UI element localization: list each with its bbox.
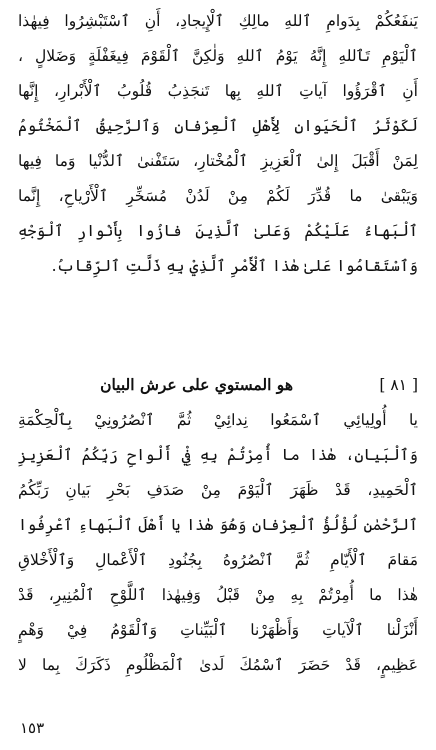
text-line: ٱلْبَهاءُ عَلَيْكُمْ وَعَلىٰ ٱلَّذِينَ فازُوا بِأَنْوارِ ٱلْوَجْهِ (18, 222, 418, 240)
page-number: ١٥٣ (20, 719, 45, 737)
text-line: عَظِيمٍ، قَدْ حَضَرَ ٱسْمُكَ لَدىٰ ٱلْمَظْلُومِ ذَكَرَكَ بِما لا (18, 656, 418, 674)
text-line: يا أُولِيائِي ٱسْمَعُوا نِدائِيْ ثُمَّ ٱنْصُرُونِيْ بِٱلْحِكْمَةِ (18, 411, 418, 429)
text-line: هٰذا ما أُمِرْتُمْ بِهِ مِنْ قَبْلُ وَفِيهٰذا ٱللَّوْحِ ٱلْمُنِيرِ، قَدْ (18, 586, 418, 604)
paragraph-2 (18, 403, 418, 683)
text-line: أَنِ ٱقْرَؤُوا آياتِ ٱللهِ بِها تَنجَذِبُ قُلُوبُ ٱلْأَبْرارِ، إِنَّها (18, 82, 418, 100)
text-line: لِمَنْ أَقْبَلَ إِلىٰ ٱلْعَزِيزِ ٱلْمُخْتارِ، سَتَفْنىٰ ٱلدُّنْيا وَما فِيها (18, 152, 418, 170)
text-line: وَٱلْبَيانِ، هٰذا ما أُمِرْتُمْ بِهِ فِيْ أَلْواحِ رَبِّكُمُ ٱلْعَزِيزِ (18, 446, 418, 464)
text-line: لَكَوْثَرُ ٱلْحَيَوانِ لِأَهْلِ ٱلْعِرْفانِ وَٱلرَّحِيقُ ٱلْمَخْتُومُ (18, 117, 418, 135)
text-line: مَقامَ ٱلْأَيّامِ ثُمَّ ٱنْصُرُوهُ بِجُنُودِ ٱلْأَعْمالِ وَٱلْأَخْلاقِ (18, 551, 418, 569)
text-line: ٱلْحَمِيدِ، قَدْ ظَهَرَ ٱلْيَوْمَ مِنْ صَدَفِ بَحْرِ بَيانِ رَبِّكُمُ (18, 481, 418, 499)
text-line: وَٱسْتَقامُوا عَلىٰ هٰذا ٱلْأَمْرِ ٱلَّذِيْ بِهِ ذَلَّتِ ٱلرِّقابُ. (51, 257, 418, 275)
text-line: أَنْزَلْنا ٱلْآياتِ وَأَظْهَرْنا ٱلْبَيِّناتِ وَٱلْقَوْمُ فِيْ وَهْمٍ (18, 621, 418, 639)
section-title: هو المستوي على عرش البيان (100, 375, 293, 394)
paragraph-1 (18, 4, 418, 284)
section-number: [ ٨١ ] (379, 376, 418, 394)
text-line: يَنفَعُكُمْ بِدَوامِ ٱللهِ مالِكِ ٱلْإِيجادِ، أَنِ ٱسْتَبْشِرُوا فِيهٰذا (18, 12, 418, 30)
text-line: ٱلرَّحْمٰنِ لُؤْلُؤُ ٱلْعِرْفانِ وَهُوَ هٰذا يا أَهْلَ ٱلْبَهاءِ ٱعْرِفُوا (18, 516, 418, 534)
text-line: ٱلْيَوْمِ تَٱللهِ إِنَّهُ يَوْمُ ٱللهِ وَلٰكِنَّ ٱلْقَوْمَ فِيغَفْلَةٍ وَضَلالٍ ، (18, 47, 418, 65)
section-heading (18, 370, 418, 400)
text-line: وَيَبْقىٰ ما قُدِّرَ لَكُمْ مِنْ لَدُنْ مُسَخِّرِ ٱلْأَرْياحِ، إِنَّما (18, 187, 418, 205)
